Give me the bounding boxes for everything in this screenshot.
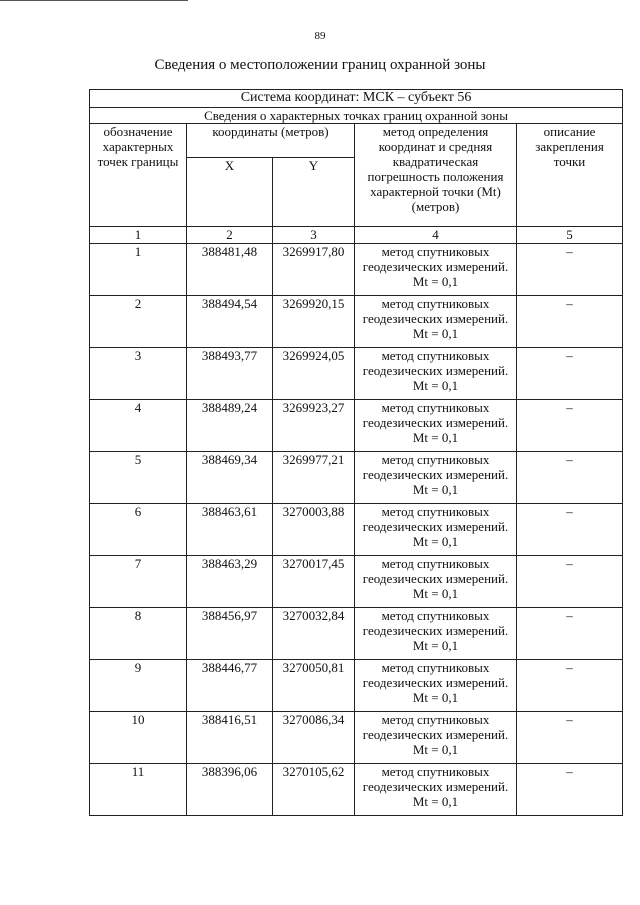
header-designation: обозначение характерных точек границы [90,124,187,227]
column-number-5: 5 [517,227,623,244]
cell-y: 3270050,81 [273,660,355,712]
cell-point: 3 [90,348,187,400]
cell-description: – [517,400,623,452]
cell-method: метод спутниковых геодезических измерений. Mt = 0,1 [355,296,517,348]
cell-y: 3270017,45 [273,556,355,608]
cell-y: 3270003,88 [273,504,355,556]
page-number: 89 [314,30,326,42]
top-rule [0,0,188,1]
table-row [90,452,623,504]
cell-method: метод спутниковых геодезических измерений. Mt = 0,1 [355,348,517,400]
header-description: описание закрепления точки [517,124,623,227]
cell-method: метод спутниковых геодезических измерений. Mt = 0,1 [355,504,517,556]
cell-x: 388493,77 [187,348,273,400]
header-row-1 [90,124,623,158]
table-row [90,296,623,348]
cell-method: метод спутниковых геодезических измерений. Mt = 0,1 [355,608,517,660]
table-row [90,608,623,660]
cell-method: метод спутниковых геодезических измерений. Mt = 0,1 [355,764,517,816]
cell-description: – [517,608,623,660]
column-number-row [90,227,623,244]
cell-description: – [517,348,623,400]
cell-x: 388463,61 [187,504,273,556]
cell-point: 7 [90,556,187,608]
cell-method: метод спутниковых геодезических измерений. Mt = 0,1 [355,400,517,452]
column-number-2: 2 [187,227,273,244]
cell-point: 5 [90,452,187,504]
cell-point: 2 [90,296,187,348]
table-row [90,400,623,452]
cell-x: 388463,29 [187,556,273,608]
document-title: Сведения о местоположении границ охранной зоны [154,57,486,73]
cell-description: – [517,296,623,348]
cell-point: 9 [90,660,187,712]
cell-y: 3269920,15 [273,296,355,348]
cell-method: метод спутниковых геодезических измерений. Mt = 0,1 [355,452,517,504]
subtitle-row [90,108,623,124]
cell-x: 388416,51 [187,712,273,764]
cell-method: метод спутниковых геодезических измерений. Mt = 0,1 [355,556,517,608]
header-x: X [187,158,273,227]
cell-x: 388489,24 [187,400,273,452]
column-number-4: 4 [355,227,517,244]
header-y: Y [273,158,355,227]
table-row [90,660,623,712]
cell-method: метод спутниковых геодезических измерений. Mt = 0,1 [355,712,517,764]
cell-description: – [517,556,623,608]
cell-y: 3269977,21 [273,452,355,504]
cell-method: метод спутниковых геодезических измерений. Mt = 0,1 [355,660,517,712]
cell-description: – [517,244,623,296]
boundary-points-table [89,89,623,816]
table-row [90,348,623,400]
cell-point: 6 [90,504,187,556]
table-row [90,712,623,764]
column-number-3: 3 [273,227,355,244]
cell-point: 11 [90,764,187,816]
column-number-1: 1 [90,227,187,244]
cell-description: – [517,504,623,556]
table-row [90,504,623,556]
cell-x: 388456,97 [187,608,273,660]
table-subtitle-cell: Сведения о характерных точках границ охранной зоны [90,108,623,124]
cell-x: 388469,34 [187,452,273,504]
cell-y: 3270032,84 [273,608,355,660]
table-row [90,764,623,816]
table-row [90,556,623,608]
header-coordinates: координаты (метров) [187,124,355,158]
system-row [90,90,623,108]
cell-point: 4 [90,400,187,452]
cell-description: – [517,660,623,712]
coordinate-system-cell: Система координат: МСК – субъект 56 [90,90,623,108]
cell-y: 3269924,05 [273,348,355,400]
cell-x: 388494,54 [187,296,273,348]
cell-description: – [517,712,623,764]
cell-point: 8 [90,608,187,660]
cell-x: 388446,77 [187,660,273,712]
cell-y: 3270086,34 [273,712,355,764]
header-method: метод определения координат и средняя квадратическая погрешность положения характерной точки (Mt) (метров) [355,124,517,227]
cell-y: 3269917,80 [273,244,355,296]
cell-description: – [517,764,623,816]
cell-point: 10 [90,712,187,764]
cell-description: – [517,452,623,504]
table-row [90,244,623,296]
cell-x: 388396,06 [187,764,273,816]
cell-y: 3270105,62 [273,764,355,816]
cell-method: метод спутниковых геодезических измерений. Mt = 0,1 [355,244,517,296]
cell-x: 388481,48 [187,244,273,296]
cell-point: 1 [90,244,187,296]
cell-y: 3269923,27 [273,400,355,452]
